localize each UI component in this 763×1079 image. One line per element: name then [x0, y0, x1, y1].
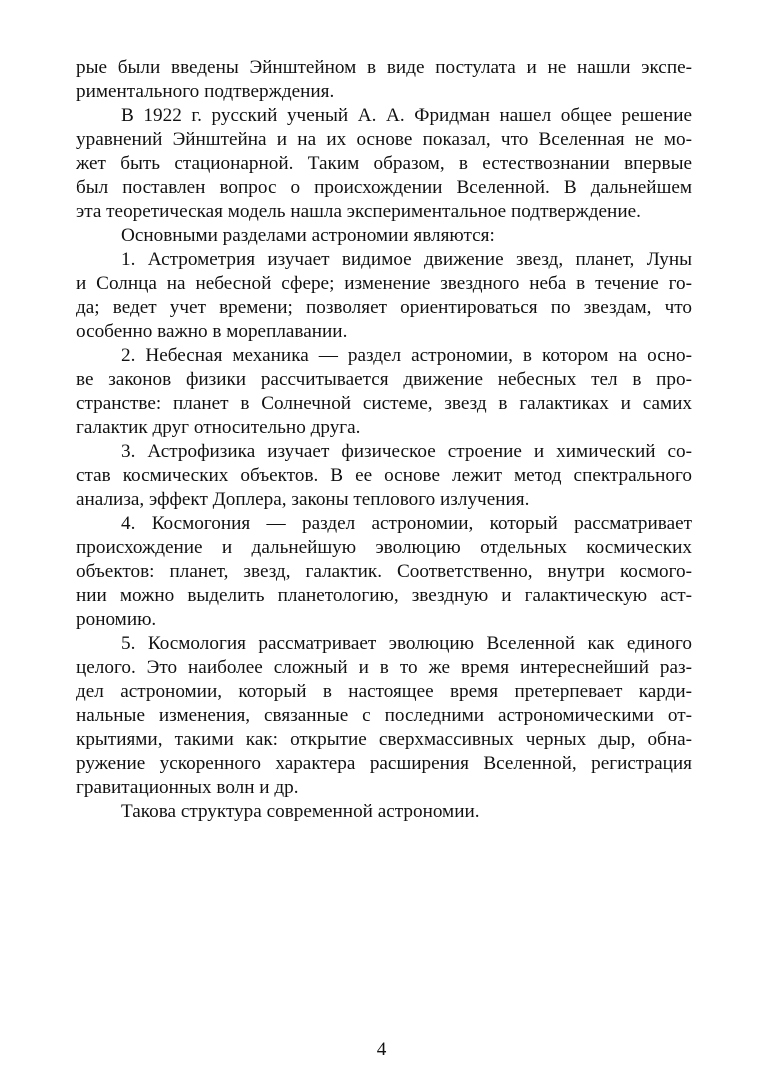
text-line: анализа, эффект Доплера, законы теплового излучения. — [76, 489, 530, 510]
text-line: 1. Астрометрия изучает видимое движение звезд, планет, Луны — [121, 249, 692, 270]
text-line: странстве: планет в Солнечной системе, звезд в галактиках и самих — [76, 393, 692, 414]
text-line: ве законов физики рассчитывается движение небесных тел в про- — [76, 369, 692, 390]
text-line: эта теоретическая модель нашла экспериментальное подтверждение. — [76, 201, 641, 222]
text-line: 5. Космология рассматривает эволюцию Вселенной как единого — [121, 633, 692, 654]
text-line: объектов: планет, звезд, галактик. Соответственно, внутри космого- — [76, 561, 692, 582]
text-line: рые были введены Эйнштейном в виде постулата и не нашли экспе- — [76, 57, 692, 78]
text-line: нии можно выделить планетологию, звездную и галактическую аст- — [76, 585, 692, 606]
text-line: особенно важно в мореплавании. — [76, 321, 348, 342]
text-line: нальные изменения, связанные с последними астрономическими от- — [76, 705, 692, 726]
page-number: 4 — [376, 1039, 387, 1060]
text-line: да; ведет учет времени; позволяет ориентироваться по звездам, что — [76, 297, 692, 318]
text-line: происхождение и дальнейшую эволюцию отдельных космических — [76, 537, 692, 558]
text-line: и Солнца на небесной сфере; изменение звездного неба в течение го- — [76, 273, 692, 294]
text-line: жет быть стационарной. Таким образом, в естествознании впервые — [76, 153, 692, 174]
text-line: Такова структура современной астрономии. — [121, 801, 480, 822]
text-line: 4. Космогония — раздел астрономии, который рассматривает — [121, 513, 692, 534]
text-line: галактик друг относительно друга. — [76, 417, 361, 438]
text-line: 3. Астрофизика изучает физическое строение и химический со- — [121, 441, 692, 462]
text-line: 2. Небесная механика — раздел астрономии, в котором на осно- — [121, 345, 692, 366]
text-line: ружение ускоренного характера расширения Вселенной, регистрация — [76, 753, 692, 774]
text-line: риментального подтверждения. — [76, 81, 335, 102]
text-line: целого. Это наиболее сложный и в то же время интереснейший раз- — [76, 657, 692, 678]
text-line: гравитационных волн и др. — [76, 777, 299, 798]
text-line: Основными разделами астрономии являются: — [121, 225, 495, 246]
text-line: В 1922 г. русский ученый А. А. Фридман нашел общее решение — [121, 105, 692, 126]
text-line: рономию. — [76, 609, 157, 630]
text-line: став космических объектов. В ее основе лежит метод спектрального — [76, 465, 692, 486]
text-line: уравнений Эйнштейна и на их основе показал, что Вселенная не мо- — [76, 129, 692, 150]
text-line: был поставлен вопрос о происхождении Вселенной. В дальнейшем — [76, 177, 692, 198]
text-line: крытиями, такими как: открытие сверхмассивных черных дыр, обна- — [76, 729, 692, 750]
text-line: дел астрономии, который в настоящее время претерпевает карди- — [76, 681, 692, 702]
